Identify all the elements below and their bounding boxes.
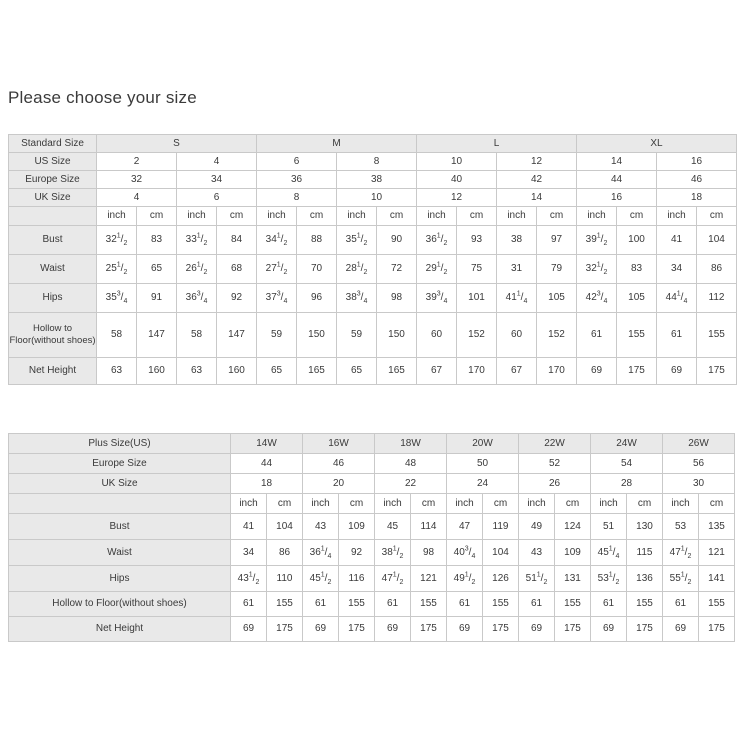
- table-row: [9, 255, 737, 284]
- cell-hollow-to-floor: 61: [591, 592, 627, 617]
- cell-hips: 96: [297, 284, 337, 313]
- cell-us_size: 10: [417, 153, 497, 171]
- cell-waist: $36^1/_4$: [303, 540, 339, 566]
- row-label-hollow-to-floor: Hollow to Floor(without shoes): [9, 313, 97, 358]
- unit-header: cm: [617, 207, 657, 226]
- table-row: [9, 617, 735, 642]
- cell-bust: 100: [617, 226, 657, 255]
- cell-waist: 115: [627, 540, 663, 566]
- row-label-net-height: Net Height: [9, 358, 97, 385]
- cell-uk_size: 30: [663, 474, 735, 494]
- cell-bust: 41: [231, 514, 267, 540]
- cell-hips: $47^1/_2$: [375, 566, 411, 592]
- cell-net-height: 69: [447, 617, 483, 642]
- cell-hips: $51^1/_2$: [519, 566, 555, 592]
- cell-us_size: 16: [657, 153, 737, 171]
- cell-us_size: 14: [577, 153, 657, 171]
- cell-waist: 109: [555, 540, 591, 566]
- cell-europe_size: 32: [97, 171, 177, 189]
- cell-bust: $34^1/_2$: [257, 226, 297, 255]
- cell-hips: $45^1/_2$: [303, 566, 339, 592]
- cell-waist: 68: [217, 255, 257, 284]
- cell-bust: 41: [657, 226, 697, 255]
- unit-header: inch: [591, 494, 627, 514]
- unit-header: cm: [699, 494, 735, 514]
- cell-hollow-to-floor: 150: [377, 313, 417, 358]
- cell-waist: 75: [457, 255, 497, 284]
- unit-header: cm: [411, 494, 447, 514]
- cell-hollow-to-floor: 152: [457, 313, 497, 358]
- cell-hollow-to-floor: 58: [177, 313, 217, 358]
- cell-bust: 53: [663, 514, 699, 540]
- unit-header: inch: [97, 207, 137, 226]
- cell-bust: 104: [267, 514, 303, 540]
- cell-net-height: 65: [337, 358, 377, 385]
- plus-size-header: 24W: [591, 434, 663, 454]
- cell-net-height: 175: [697, 358, 737, 385]
- cell-hollow-to-floor: 155: [267, 592, 303, 617]
- cell-hips: $43^1/_2$: [231, 566, 267, 592]
- cell-net-height: 69: [577, 358, 617, 385]
- plus-size-header: 20W: [447, 434, 519, 454]
- unit-header: cm: [339, 494, 375, 514]
- unit-header: cm: [627, 494, 663, 514]
- row-label-plus-size: Plus Size(US): [9, 434, 231, 454]
- unit-header: cm: [267, 494, 303, 514]
- row-label-bust: Bust: [9, 226, 97, 255]
- cell-bust: 47: [447, 514, 483, 540]
- cell-net-height: 165: [377, 358, 417, 385]
- cell-hollow-to-floor: 147: [137, 313, 177, 358]
- cell-uk_size: 24: [447, 474, 519, 494]
- table-row: [9, 494, 735, 514]
- cell-bust: 97: [537, 226, 577, 255]
- cell-bust: 130: [627, 514, 663, 540]
- group-header-xl: XL: [577, 135, 737, 153]
- row-label-waist: Waist: [9, 255, 97, 284]
- cell-us_size: 6: [257, 153, 337, 171]
- cell-europe_size: 36: [257, 171, 337, 189]
- unit-header: cm: [377, 207, 417, 226]
- row-label-bust: Bust: [9, 514, 231, 540]
- cell-waist: 104: [483, 540, 519, 566]
- cell-waist: $40^3/_4$: [447, 540, 483, 566]
- cell-uk_size: 14: [497, 189, 577, 207]
- cell-bust: 104: [697, 226, 737, 255]
- cell-waist: 65: [137, 255, 177, 284]
- row-label-net-height: Net Height: [9, 617, 231, 642]
- unit-header: inch: [417, 207, 457, 226]
- plus-size-table: [8, 433, 735, 642]
- cell-waist: $38^1/_2$: [375, 540, 411, 566]
- table-row: [9, 153, 737, 171]
- cell-hollow-to-floor: 59: [337, 313, 377, 358]
- cell-us_size: 4: [177, 153, 257, 171]
- unit-header: cm: [217, 207, 257, 226]
- cell-net-height: 67: [417, 358, 457, 385]
- cell-waist: 34: [231, 540, 267, 566]
- cell-waist: 31: [497, 255, 537, 284]
- unit-header: cm: [697, 207, 737, 226]
- cell-hips: 101: [457, 284, 497, 313]
- cell-net-height: 175: [555, 617, 591, 642]
- cell-hips: 121: [411, 566, 447, 592]
- cell-bust: 124: [555, 514, 591, 540]
- unit-header: inch: [303, 494, 339, 514]
- cell-waist: 121: [699, 540, 735, 566]
- cell-hips: 126: [483, 566, 519, 592]
- cell-us_size: 8: [337, 153, 417, 171]
- cell-hollow-to-floor: 155: [483, 592, 519, 617]
- cell-bust: 109: [339, 514, 375, 540]
- cell-hollow-to-floor: 155: [627, 592, 663, 617]
- cell-net-height: 175: [699, 617, 735, 642]
- cell-hollow-to-floor: 155: [699, 592, 735, 617]
- unit-header: inch: [497, 207, 537, 226]
- cell-europe_size: 42: [497, 171, 577, 189]
- cell-uk_size: 12: [417, 189, 497, 207]
- cell-uk_size: 10: [337, 189, 417, 207]
- standard-size-table-wrapper: [8, 134, 737, 385]
- row-label-hips: Hips: [9, 284, 97, 313]
- page-title: Please choose your size: [8, 88, 197, 107]
- cell-hollow-to-floor: 61: [519, 592, 555, 617]
- row-label-waist: Waist: [9, 540, 231, 566]
- cell-bust: 114: [411, 514, 447, 540]
- row-label-europe-size: Europe Size: [9, 454, 231, 474]
- cell-net-height: 65: [257, 358, 297, 385]
- table-row: [9, 135, 737, 153]
- cell-uk_size: 6: [177, 189, 257, 207]
- cell-uk_size: 22: [375, 474, 447, 494]
- cell-net-height: 69: [657, 358, 697, 385]
- cell-uk_size: 28: [591, 474, 663, 494]
- cell-hips: $36^3/_4$: [177, 284, 217, 313]
- cell-hollow-to-floor: 61: [375, 592, 411, 617]
- table-row: [9, 474, 735, 494]
- cell-waist: 86: [697, 255, 737, 284]
- cell-uk_size: 16: [577, 189, 657, 207]
- table-row: [9, 454, 735, 474]
- cell-europe_size: 52: [519, 454, 591, 474]
- cell-hips: $55^1/_2$: [663, 566, 699, 592]
- unit-header: inch: [257, 207, 297, 226]
- cell-hips: $35^3/_4$: [97, 284, 137, 313]
- cell-hollow-to-floor: 61: [663, 592, 699, 617]
- table-row: [9, 284, 737, 313]
- cell-hollow-to-floor: 155: [339, 592, 375, 617]
- unit-header: inch: [577, 207, 617, 226]
- cell-net-height: 67: [497, 358, 537, 385]
- unit-header: cm: [483, 494, 519, 514]
- cell-hollow-to-floor: 150: [297, 313, 337, 358]
- cell-uk_size: 18: [231, 474, 303, 494]
- cell-waist: 34: [657, 255, 697, 284]
- cell-waist: 72: [377, 255, 417, 284]
- cell-hollow-to-floor: 60: [417, 313, 457, 358]
- cell-waist: 92: [339, 540, 375, 566]
- cell-hips: 92: [217, 284, 257, 313]
- cell-europe_size: 46: [657, 171, 737, 189]
- cell-waist: $32^1/_2$: [577, 255, 617, 284]
- cell-net-height: 69: [663, 617, 699, 642]
- unit-header: cm: [457, 207, 497, 226]
- plus-size-table-wrapper: [8, 433, 735, 642]
- cell-hips: $49^1/_2$: [447, 566, 483, 592]
- table-row: [9, 566, 735, 592]
- table-row: [9, 189, 737, 207]
- table-row: [9, 358, 737, 385]
- cell-europe_size: 44: [577, 171, 657, 189]
- cell-us_size: 12: [497, 153, 577, 171]
- cell-europe_size: 48: [375, 454, 447, 474]
- cell-hips: 105: [537, 284, 577, 313]
- cell-hips: $42^3/_4$: [577, 284, 617, 313]
- cell-bust: 135: [699, 514, 735, 540]
- cell-bust: 45: [375, 514, 411, 540]
- cell-net-height: 170: [537, 358, 577, 385]
- cell-net-height: 160: [217, 358, 257, 385]
- cell-hips: $44^1/_4$: [657, 284, 697, 313]
- cell-net-height: 160: [137, 358, 177, 385]
- cell-bust: 88: [297, 226, 337, 255]
- unit-header: inch: [663, 494, 699, 514]
- cell-hollow-to-floor: 60: [497, 313, 537, 358]
- cell-hollow-to-floor: 61: [231, 592, 267, 617]
- row-label-units: [9, 207, 97, 226]
- unit-header: inch: [337, 207, 377, 226]
- table-row: [9, 313, 737, 358]
- cell-net-height: 69: [519, 617, 555, 642]
- row-label-standard-size: Standard Size: [9, 135, 97, 153]
- cell-hollow-to-floor: 155: [555, 592, 591, 617]
- unit-header: inch: [657, 207, 697, 226]
- unit-header: inch: [375, 494, 411, 514]
- table-row: [9, 434, 735, 454]
- row-label-hollow-to-floor: Hollow to Floor(without shoes): [9, 592, 231, 617]
- cell-bust: $35^1/_2$: [337, 226, 377, 255]
- cell-waist: $27^1/_2$: [257, 255, 297, 284]
- cell-bust: 90: [377, 226, 417, 255]
- cell-bust: 93: [457, 226, 497, 255]
- cell-waist: $45^1/_4$: [591, 540, 627, 566]
- cell-bust: 43: [303, 514, 339, 540]
- cell-bust: 84: [217, 226, 257, 255]
- unit-header: inch: [177, 207, 217, 226]
- cell-hollow-to-floor: 61: [447, 592, 483, 617]
- cell-uk_size: 20: [303, 474, 375, 494]
- cell-uk_size: 8: [257, 189, 337, 207]
- cell-europe_size: 34: [177, 171, 257, 189]
- unit-header: cm: [555, 494, 591, 514]
- cell-hollow-to-floor: 61: [303, 592, 339, 617]
- cell-waist: $25^1/_2$: [97, 255, 137, 284]
- group-header-m: M: [257, 135, 417, 153]
- cell-hollow-to-floor: 155: [697, 313, 737, 358]
- cell-waist: $47^1/_2$: [663, 540, 699, 566]
- cell-hollow-to-floor: 152: [537, 313, 577, 358]
- cell-europe_size: 56: [663, 454, 735, 474]
- unit-header: inch: [447, 494, 483, 514]
- group-header-l: L: [417, 135, 577, 153]
- cell-hollow-to-floor: 59: [257, 313, 297, 358]
- cell-uk_size: 18: [657, 189, 737, 207]
- cell-bust: 51: [591, 514, 627, 540]
- cell-europe_size: 54: [591, 454, 663, 474]
- row-label-uk-size: UK Size: [9, 189, 97, 207]
- cell-europe_size: 46: [303, 454, 375, 474]
- group-header-s: S: [97, 135, 257, 153]
- cell-europe_size: 38: [337, 171, 417, 189]
- table-row: [9, 540, 735, 566]
- cell-hips: 131: [555, 566, 591, 592]
- cell-hips: 98: [377, 284, 417, 313]
- cell-hips: 112: [697, 284, 737, 313]
- cell-net-height: 69: [231, 617, 267, 642]
- plus-size-header: 26W: [663, 434, 735, 454]
- cell-hips: 110: [267, 566, 303, 592]
- cell-net-height: 175: [411, 617, 447, 642]
- cell-bust: $39^1/_2$: [577, 226, 617, 255]
- cell-uk_size: 26: [519, 474, 591, 494]
- cell-net-height: 63: [177, 358, 217, 385]
- cell-hollow-to-floor: 147: [217, 313, 257, 358]
- cell-net-height: 175: [617, 358, 657, 385]
- cell-waist: 86: [267, 540, 303, 566]
- row-label-us-size: US Size: [9, 153, 97, 171]
- cell-uk_size: 4: [97, 189, 177, 207]
- cell-waist: 83: [617, 255, 657, 284]
- cell-hips: $37^3/_4$: [257, 284, 297, 313]
- cell-hips: 136: [627, 566, 663, 592]
- cell-net-height: 175: [627, 617, 663, 642]
- cell-europe_size: 40: [417, 171, 497, 189]
- cell-hips: 91: [137, 284, 177, 313]
- row-label-units: [9, 494, 231, 514]
- cell-bust: $32^1/_2$: [97, 226, 137, 255]
- table-row: [9, 592, 735, 617]
- cell-waist: $26^1/_2$: [177, 255, 217, 284]
- row-label-europe-size: Europe Size: [9, 171, 97, 189]
- cell-hips: 105: [617, 284, 657, 313]
- table-row: [9, 171, 737, 189]
- cell-net-height: 69: [375, 617, 411, 642]
- cell-hollow-to-floor: 58: [97, 313, 137, 358]
- cell-europe_size: 44: [231, 454, 303, 474]
- cell-waist: $29^1/_2$: [417, 255, 457, 284]
- cell-bust: $36^1/_2$: [417, 226, 457, 255]
- unit-header: inch: [231, 494, 267, 514]
- cell-bust: 83: [137, 226, 177, 255]
- cell-waist: 70: [297, 255, 337, 284]
- cell-hips: $39^3/_4$: [417, 284, 457, 313]
- cell-waist: 98: [411, 540, 447, 566]
- cell-bust: $33^1/_2$: [177, 226, 217, 255]
- table-row: [9, 514, 735, 540]
- cell-net-height: 69: [303, 617, 339, 642]
- table-row: [9, 207, 737, 226]
- cell-hips: $38^3/_4$: [337, 284, 377, 313]
- unit-header: cm: [297, 207, 337, 226]
- unit-header: cm: [137, 207, 177, 226]
- cell-hollow-to-floor: 61: [657, 313, 697, 358]
- cell-net-height: 63: [97, 358, 137, 385]
- cell-hips: $41^1/_4$: [497, 284, 537, 313]
- cell-net-height: 175: [339, 617, 375, 642]
- cell-net-height: 165: [297, 358, 337, 385]
- cell-hips: 141: [699, 566, 735, 592]
- cell-hollow-to-floor: 61: [577, 313, 617, 358]
- cell-net-height: 175: [267, 617, 303, 642]
- cell-net-height: 175: [483, 617, 519, 642]
- cell-waist: 43: [519, 540, 555, 566]
- cell-bust: 38: [497, 226, 537, 255]
- cell-waist: 79: [537, 255, 577, 284]
- row-label-uk-size: UK Size: [9, 474, 231, 494]
- table-row: [9, 226, 737, 255]
- plus-size-header: 14W: [231, 434, 303, 454]
- cell-hips: 116: [339, 566, 375, 592]
- cell-hollow-to-floor: 155: [411, 592, 447, 617]
- cell-waist: $28^1/_2$: [337, 255, 377, 284]
- cell-hips: $53^1/_2$: [591, 566, 627, 592]
- plus-size-header: 18W: [375, 434, 447, 454]
- cell-hollow-to-floor: 155: [617, 313, 657, 358]
- cell-bust: 49: [519, 514, 555, 540]
- plus-size-header: 22W: [519, 434, 591, 454]
- unit-header: inch: [519, 494, 555, 514]
- cell-net-height: 170: [457, 358, 497, 385]
- cell-us_size: 2: [97, 153, 177, 171]
- cell-bust: 119: [483, 514, 519, 540]
- standard-size-table: [8, 134, 737, 385]
- cell-net-height: 69: [591, 617, 627, 642]
- plus-size-header: 16W: [303, 434, 375, 454]
- row-label-hips: Hips: [9, 566, 231, 592]
- cell-europe_size: 50: [447, 454, 519, 474]
- unit-header: cm: [537, 207, 577, 226]
